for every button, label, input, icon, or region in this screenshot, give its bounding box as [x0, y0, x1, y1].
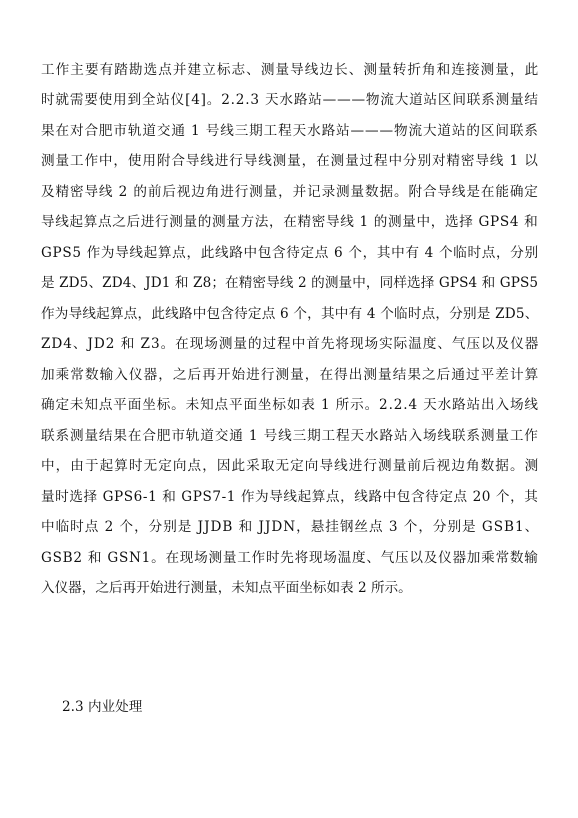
paragraph-line: 量时选择 GPS6-1 和 GPS7-1 作为导线起算点，线路中包含待定点 20 个，其: [41, 489, 539, 505]
paragraph-line: 加乘常数输入仪器，之后再开始进行测量，在得出测量结果之后通过平差计算: [41, 367, 540, 383]
paragraph-line: 中，由于起算时无定向点，因此采取无定向导线进行测量前后视边角数据。测: [41, 458, 540, 474]
paragraph-line: 作为导线起算点，此线路中包含待定点 6 个，其中有 4 个临时点，分别是 ZD5、: [41, 306, 539, 322]
section-heading: 2.3 内业处理: [62, 699, 143, 715]
paragraph-line: GPS5 作为导线起算点，此线路中包含待定点 6 个，其中有 4 个临时点，分别: [41, 245, 539, 261]
paragraph-line: ZD4、JD2 和 Z3。在现场测量的过程中首先将现场实际温度、气压以及仪器: [41, 336, 540, 352]
paragraph-line: 果在对合肥市轨道交通 1 号线三期工程天水路站———物流大道站的区间联系: [41, 123, 539, 139]
paragraph-line: 联系测量结果在合肥市轨道交通 1 号线三期工程天水路站入场线联系测量工作: [41, 428, 539, 444]
paragraph-line: 入仪器，之后再开始进行测量，未知点平面坐标如表 2 所示。: [41, 580, 412, 596]
paragraph-line: 测量工作中，使用附合导线进行导线测量，在测量过程中分别对精密导线 1 以: [41, 153, 539, 169]
paragraph-line: 导线起算点之后进行测量的测量方法，在精密导线 1 的测量中，选择 GPS4 和: [41, 214, 539, 230]
paragraph-line: 确定未知点平面坐标。未知点平面坐标如表 1 所示。2.2.4 天水路站出入场线: [41, 397, 539, 413]
paragraph-line: 时就需要使用到全站仪[4]。2.2.3 天水路站———物流大道站区间联系测量结: [41, 92, 539, 108]
paragraph-line: GSB2 和 GSN1。在现场测量工作时先将现场温度、气压以及仪器加乘常数输: [41, 550, 539, 566]
paragraph-line: 是 ZD5、ZD4、JD1 和 Z8；在精密导线 2 的测量中，同样选择 GPS4 和 GPS5: [41, 275, 539, 291]
paragraph-line: 工作主要有踏勘选点并建立标志、测量导线边长、测量转折角和连接测量，此: [41, 62, 540, 78]
paragraph-line: 及精密导线 2 的前后视边角进行测量，并记录测量数据。附合导线是在能确定: [41, 184, 539, 200]
paragraph-line: 中临时点 2 个，分别是 JJDB 和 JJDN，悬挂钢丝点 3 个，分别是 GSB1、: [41, 519, 540, 535]
